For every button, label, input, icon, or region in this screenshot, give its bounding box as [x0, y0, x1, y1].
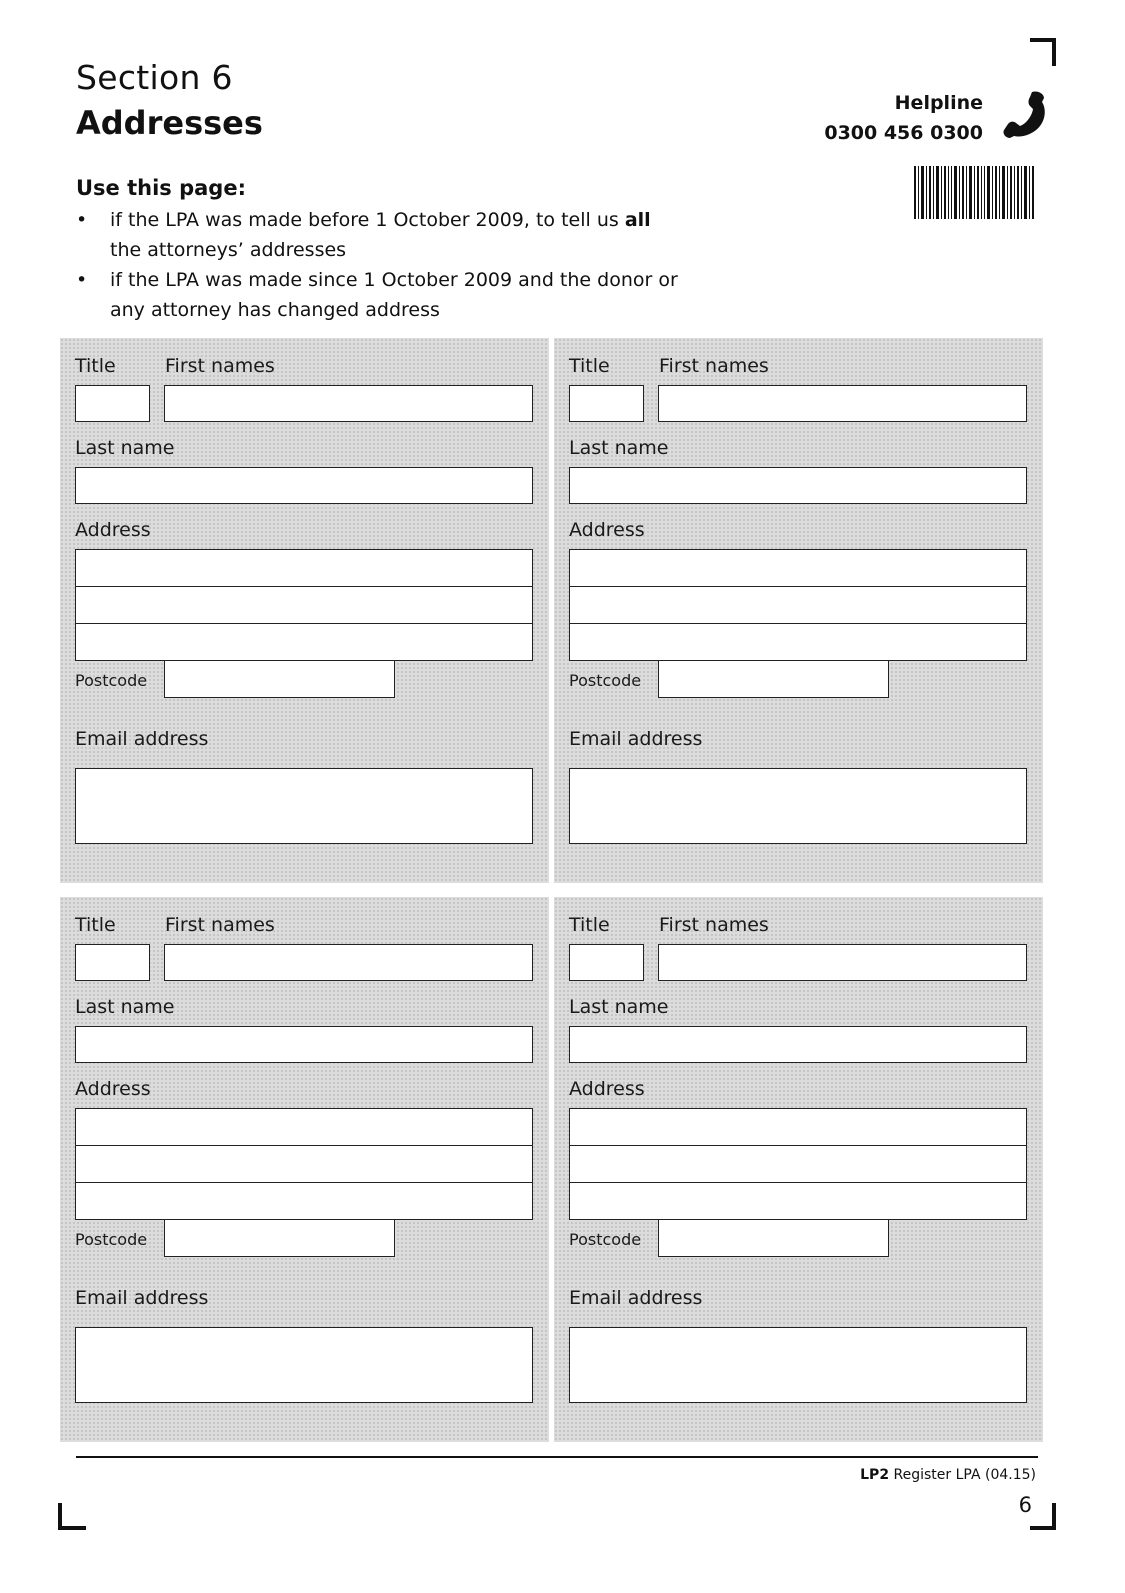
address-label: Address [75, 519, 151, 541]
title-label: Title [75, 355, 116, 377]
last-name-label: Last name [569, 437, 669, 459]
title-label: Title [569, 914, 610, 936]
first-names-field[interactable] [164, 385, 533, 422]
helpline-number: 0300 456 0300 [824, 122, 983, 144]
address-line-1-field[interactable] [569, 1108, 1027, 1146]
last-name-field[interactable] [569, 467, 1027, 504]
email-field[interactable] [569, 1327, 1027, 1403]
crop-mark-bottom-left-horizontal [58, 1526, 86, 1530]
address-line-2-field[interactable] [569, 1145, 1027, 1183]
first-names-label: First names [165, 914, 275, 936]
form-reference: LP2 Register LPA (04.15) [860, 1467, 1036, 1483]
postcode-label: Postcode [75, 1230, 148, 1249]
email-field[interactable] [75, 768, 533, 844]
title-field[interactable] [569, 385, 644, 422]
phone-icon [1002, 88, 1052, 140]
footer-rule [76, 1456, 1038, 1458]
barcode-icon [914, 166, 1034, 219]
address-line-3-field[interactable] [569, 623, 1027, 661]
address-label: Address [569, 519, 645, 541]
address-line-3-field[interactable] [75, 1182, 533, 1220]
address-panel-4 [554, 897, 1043, 1442]
email-field[interactable] [75, 1327, 533, 1403]
last-name-field[interactable] [75, 1026, 533, 1063]
helpline-label: Helpline [894, 92, 983, 114]
helpline [824, 88, 983, 148]
last-name-field[interactable] [75, 467, 533, 504]
last-name-field[interactable] [569, 1026, 1027, 1063]
instruction-item: • if the LPA was made before 1 October 2009, to tell us all the attorneys’ addresses [76, 205, 686, 265]
title-field[interactable] [75, 944, 150, 981]
last-name-label: Last name [75, 437, 175, 459]
section-number: Section 6 [76, 58, 233, 97]
first-names-label: First names [659, 355, 769, 377]
title-field[interactable] [569, 944, 644, 981]
instructions-heading: Use this page: [76, 176, 246, 200]
address-label: Address [569, 1078, 645, 1100]
last-name-label: Last name [75, 996, 175, 1018]
address-line-1-field[interactable] [569, 549, 1027, 587]
first-names-label: First names [659, 914, 769, 936]
instructions-list [76, 205, 686, 325]
email-label: Email address [75, 1287, 209, 1309]
email-label: Email address [75, 728, 209, 750]
address-line-3-field[interactable] [75, 623, 533, 661]
first-names-field[interactable] [164, 944, 533, 981]
address-line-1-field[interactable] [75, 1108, 533, 1146]
address-line-2-field[interactable] [569, 586, 1027, 624]
postcode-label: Postcode [569, 1230, 642, 1249]
title-label: Title [569, 355, 610, 377]
first-names-field[interactable] [658, 944, 1027, 981]
address-line-2-field[interactable] [75, 586, 533, 624]
address-line-1-field[interactable] [75, 549, 533, 587]
page-title: Addresses [76, 104, 263, 142]
address-panel-3 [60, 897, 549, 1442]
first-names-field[interactable] [658, 385, 1027, 422]
postcode-field[interactable] [658, 660, 889, 698]
crop-mark-bottom-right-horizontal [1030, 1526, 1056, 1530]
email-field[interactable] [569, 768, 1027, 844]
address-panel-1 [60, 338, 549, 883]
postcode-field[interactable] [164, 660, 395, 698]
first-names-label: First names [165, 355, 275, 377]
postcode-label: Postcode [75, 671, 148, 690]
page-number: 6 [1018, 1493, 1032, 1517]
last-name-label: Last name [569, 996, 669, 1018]
address-line-2-field[interactable] [75, 1145, 533, 1183]
title-label: Title [75, 914, 116, 936]
postcode-field[interactable] [658, 1219, 889, 1257]
email-label: Email address [569, 728, 703, 750]
postcode-label: Postcode [569, 671, 642, 690]
email-label: Email address [569, 1287, 703, 1309]
address-panel-2 [554, 338, 1043, 883]
address-label: Address [75, 1078, 151, 1100]
title-field[interactable] [75, 385, 150, 422]
crop-mark-top-right-vertical [1052, 38, 1056, 66]
instruction-item: • if the LPA was made since 1 October 2009 and the donor or any attorney has changed address [76, 265, 686, 325]
postcode-field[interactable] [164, 1219, 395, 1257]
address-line-3-field[interactable] [569, 1182, 1027, 1220]
